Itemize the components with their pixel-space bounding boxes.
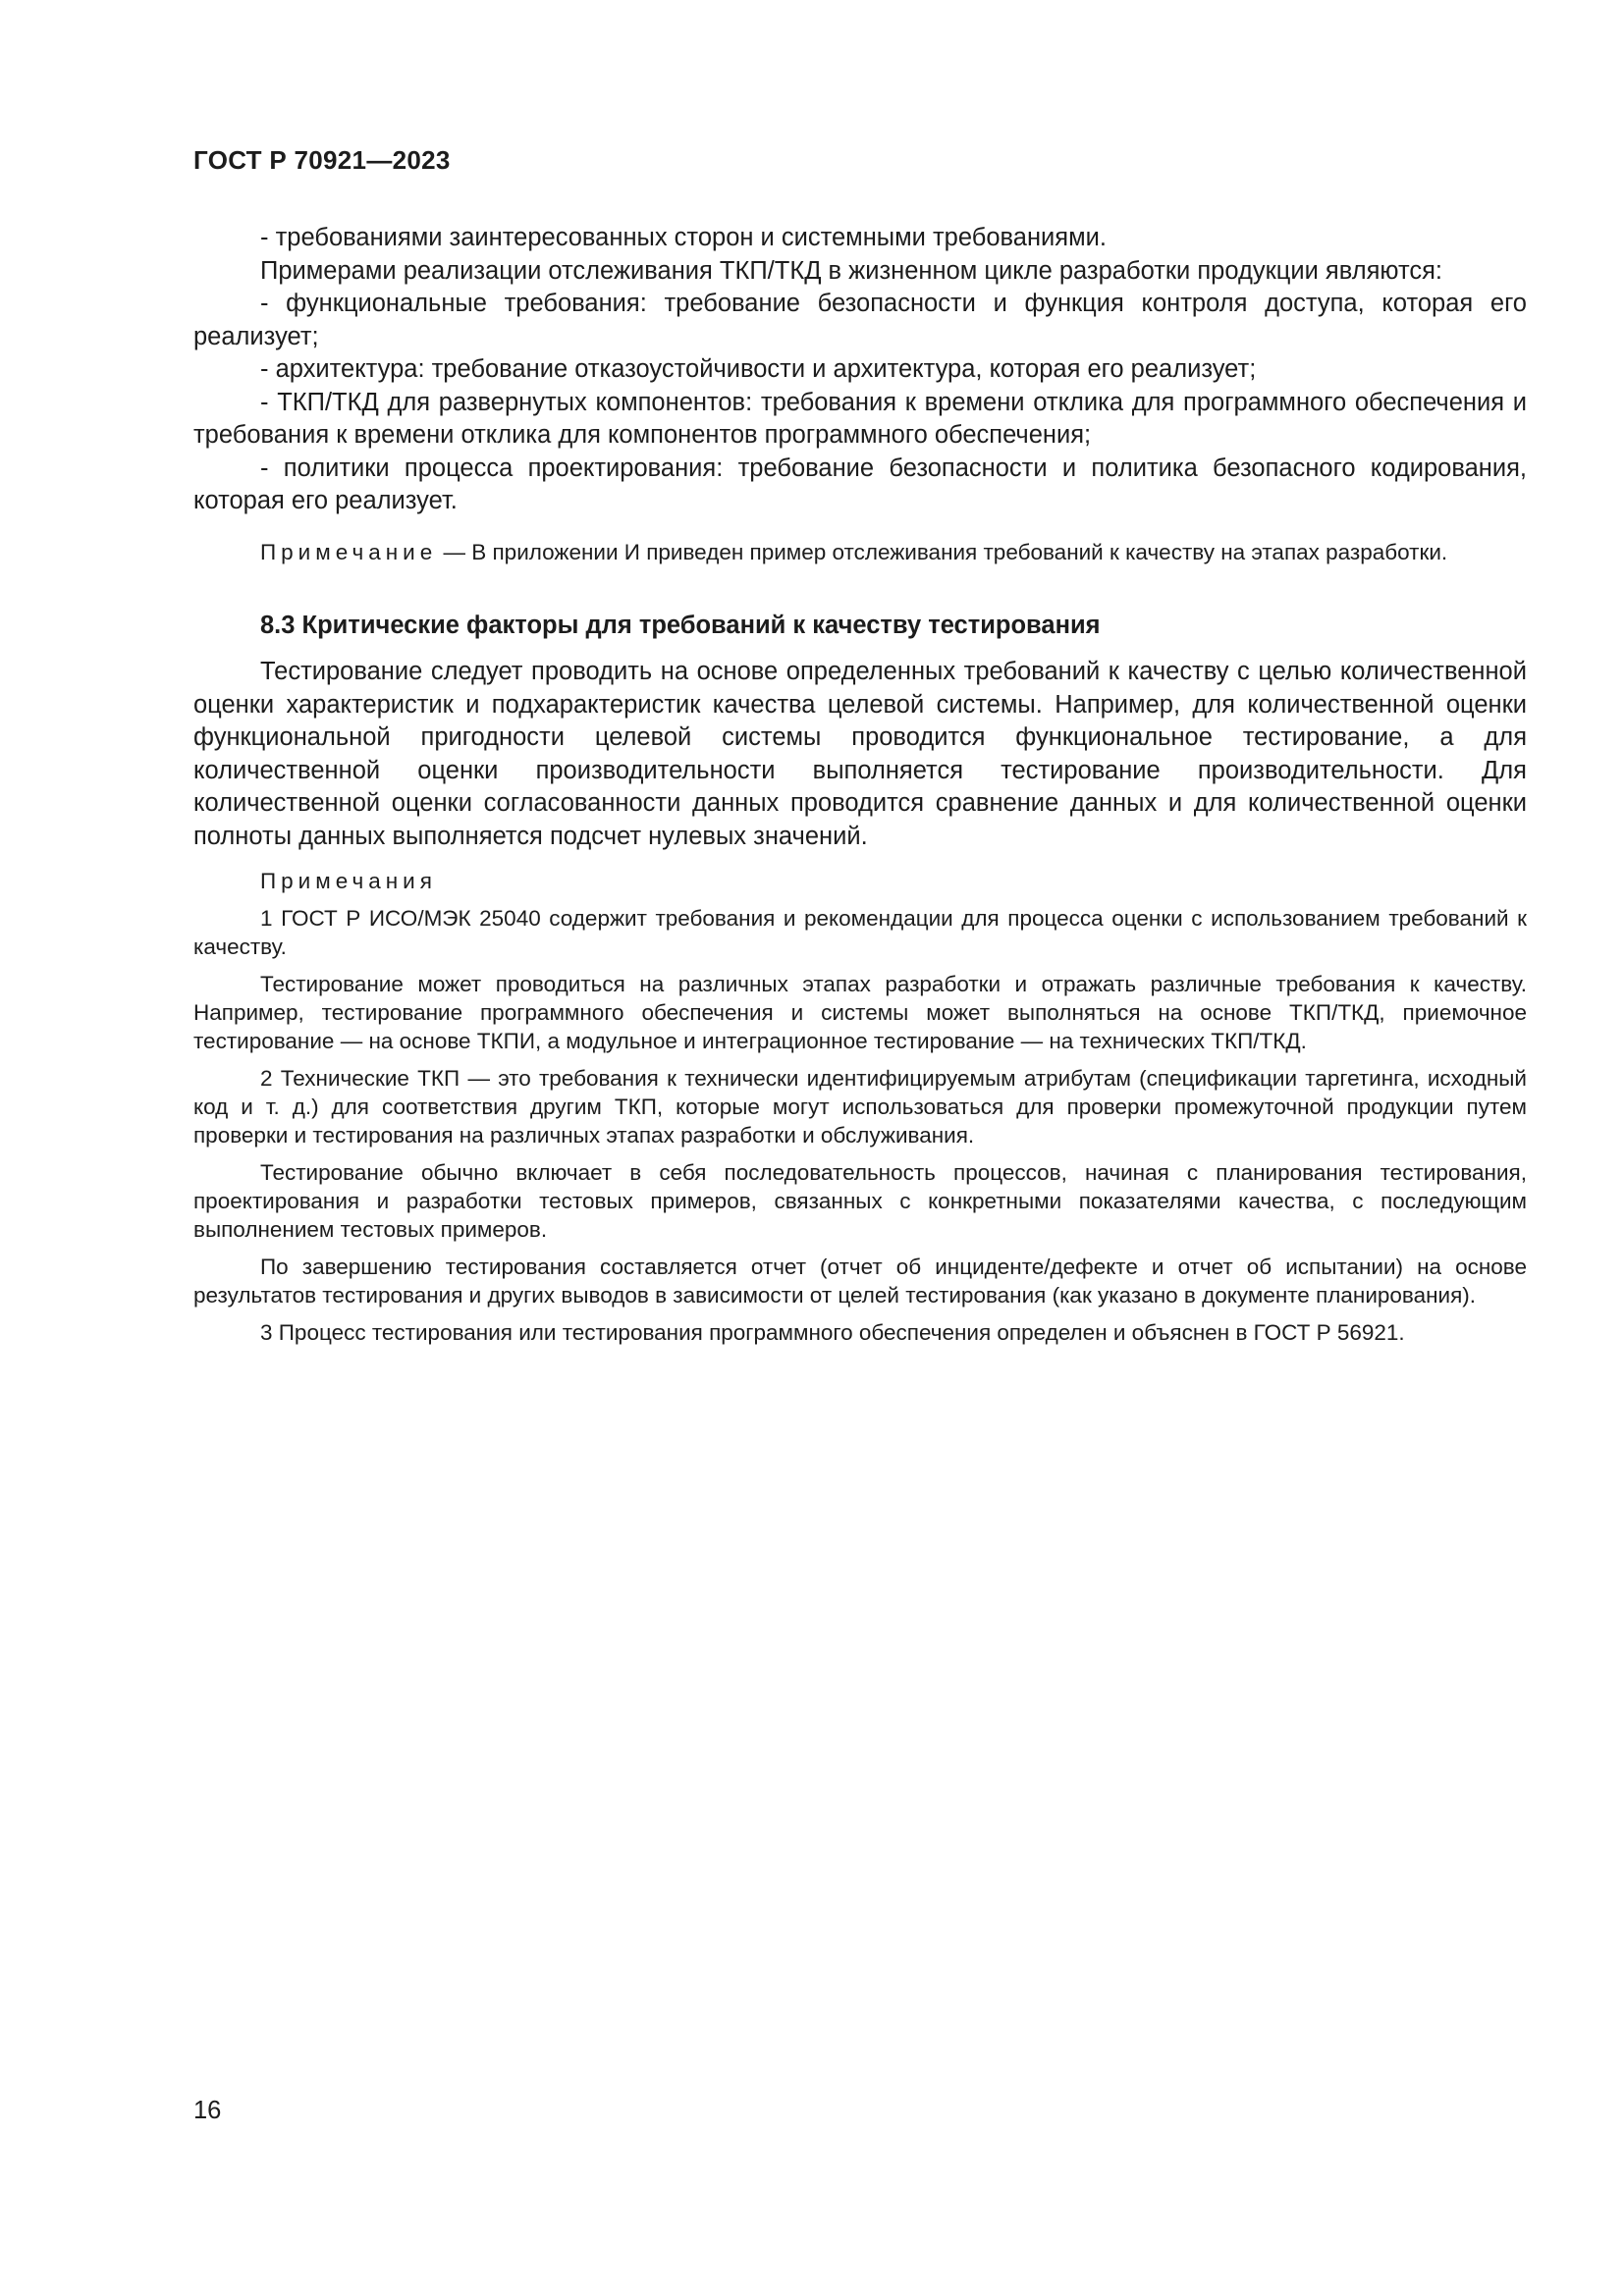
page-number: 16 (193, 2097, 222, 2124)
note-item: 1 ГОСТ Р ИСО/МЭК 25040 содержит требования и рекомендации для процесса оценки с использованием требований к качеству. (193, 906, 1527, 959)
section-heading: 8.3 Критические факторы для требований к качеству тестирования (260, 611, 1101, 639)
note-item: По завершению тестирования составляется отчет (отчет об инциденте/дефекте и отчет об испытании) на основе результатов тестирования и других выводов в зависимости от целей тестирования (как указано в документе планирования). (193, 1255, 1527, 1308)
notes-label: Примечания (260, 869, 437, 893)
page-content (193, 222, 1527, 1347)
document-header: ГОСТ Р 70921—2023 (193, 145, 451, 175)
note-label: Примечание (260, 539, 438, 564)
document-page (193, 0, 1527, 2296)
body-paragraph: - архитектура: требование отказоустойчивости и архитектура, которая его реализует; (260, 355, 1257, 383)
body-paragraph: Примерами реализации отслеживания ТКП/ТКД в жизненном цикле разработки продукции являются: (260, 256, 1442, 285)
body-paragraph: - требованиями заинтересованных сторон и системными требованиями. (260, 224, 1107, 251)
note-item: Тестирование может проводиться на различных этапах разработки и отражать различные требования к качеству. Например, тестирование программного обеспечения и системы может выполняться на основе ТКП/ТКД, приемочное тестирование — на основе ТКПИ, а модульное и интеграционное тестирование — на технических ТКП/ТКД. (193, 972, 1527, 1053)
note-text: — В приложении И приведен пример отслеживания требований к качеству на этапах разработки. (437, 539, 1448, 564)
body-paragraph: - ТКП/ТКД для развернутых компонентов: требования к времени отклика для программного обеспечения и требования к времени отклика для компонентов программного обеспечения; (193, 388, 1527, 449)
note-paragraph (193, 538, 1527, 566)
section-paragraph: Тестирование следует проводить на основе определенных требований к качеству с целью количественной оценки характеристик и подхарактеристик качества целевой системы. Например, для количественной оценки функциональной пригодности целевой системы проводится функциональное тестирование, а для количественной оценки производительности выполняется тестирование производительности. Для количественной оценки согласованности данных проводится сравнение данных и для количественной оценки полноты данных выполняется подсчет нулевых значений. (193, 658, 1527, 850)
body-paragraph: - политики процесса проектирования: требование безопасности и политика безопасного кодирования, которая его реализует. (193, 454, 1527, 514)
note-item: Тестирование обычно включает в себя последовательность процессов, начиная с планирования тестирования, проектирования и разработки тестовых примеров, связанных с конкретными показателями качества, с последующим выполнением тестовых примеров. (193, 1160, 1527, 1242)
notes-heading (193, 867, 1527, 895)
note-item: 2 Технические ТКП — это требования к технически идентифицируемым атрибутам (спецификации таргетинга, исходный код и т. д.) для соответствия другим ТКП, которые могут использоваться для проверки промежуточной продукции путем проверки и тестирования на различных этапах разработки и обслуживания. (193, 1066, 1527, 1148)
body-paragraph: - функциональные требования: требование безопасности и функция контроля доступа, которая его реализует; (193, 290, 1527, 350)
note-item: 3 Процесс тестирования или тестирования программного обеспечения определен и объяснен в ГОСТ Р 56921. (260, 1320, 1405, 1345)
